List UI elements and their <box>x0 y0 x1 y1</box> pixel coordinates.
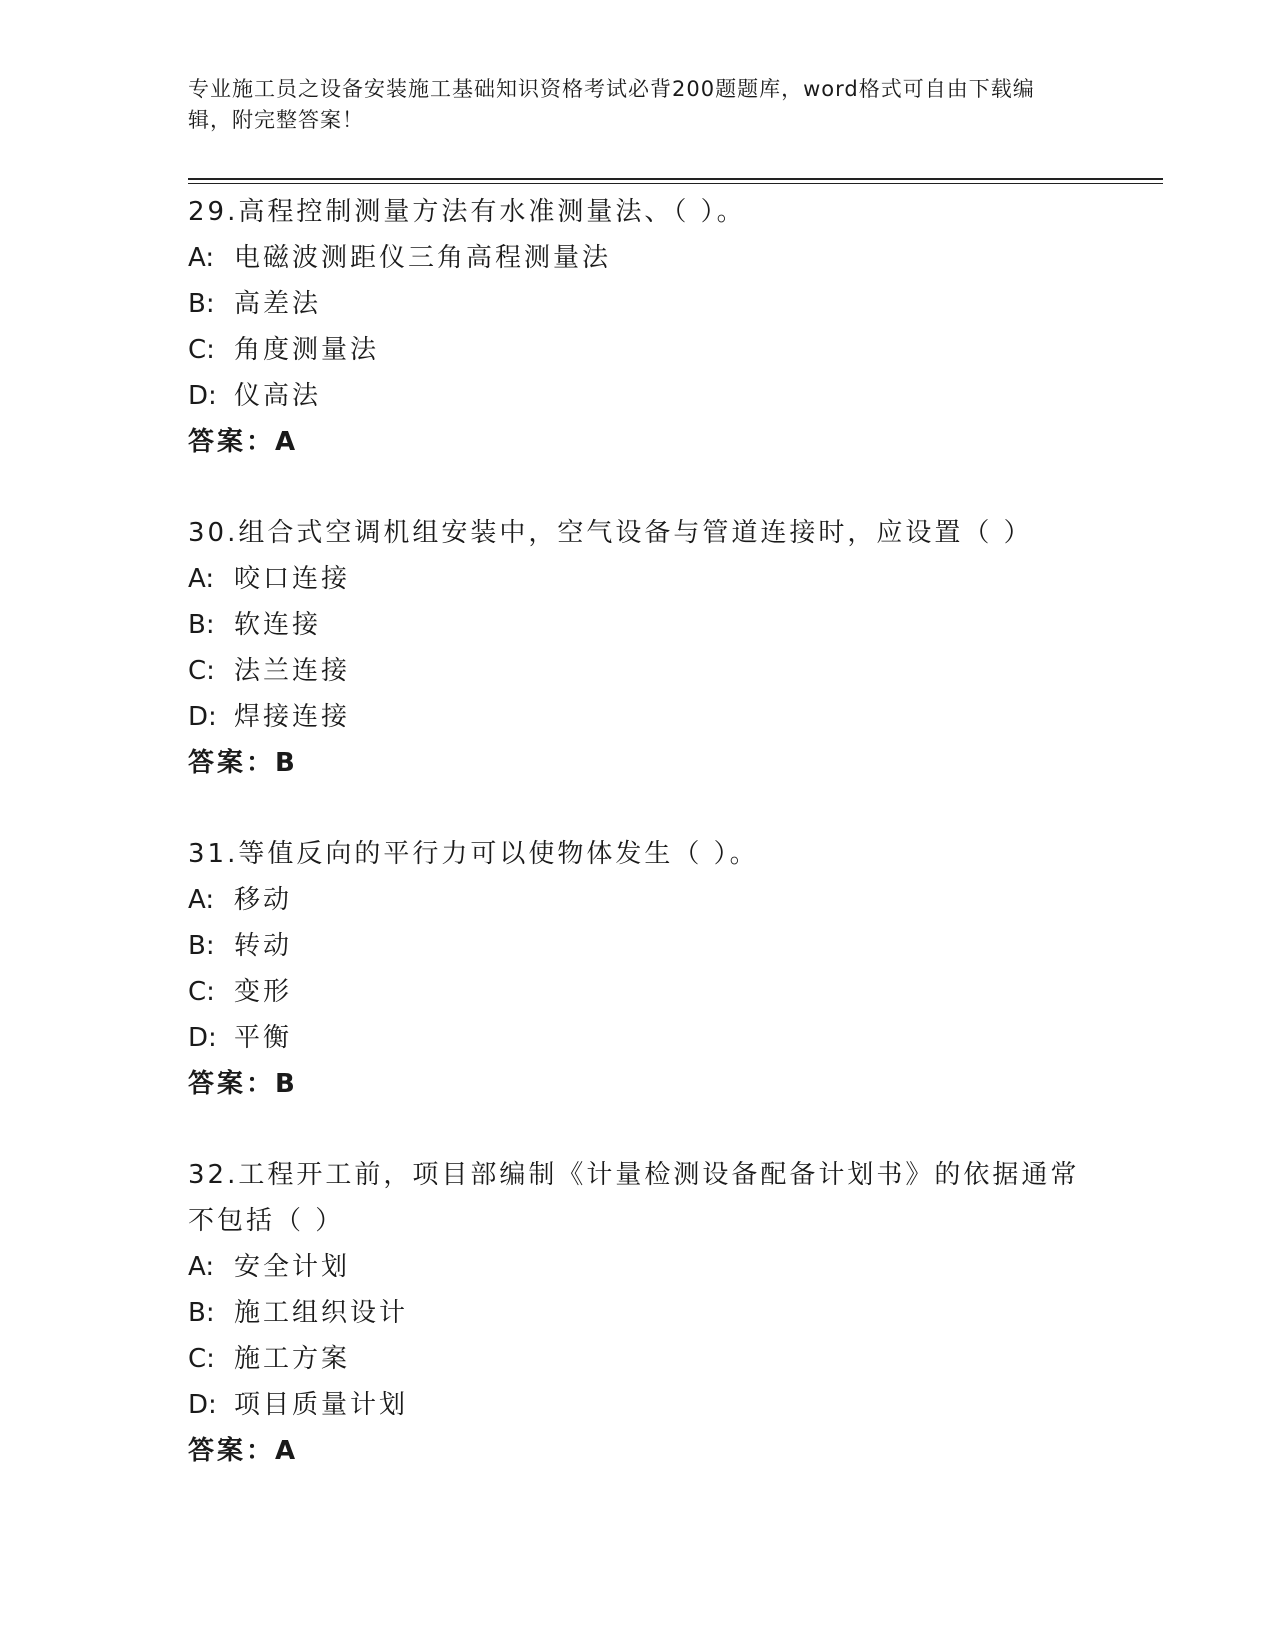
document-header: 专业施工员之设备安装施工基础知识资格考试必背200题题库，word格式可自由下载编辑，附完整答案！ <box>188 77 1035 132</box>
option-letter: B: <box>188 1298 215 1328</box>
option-a <box>188 235 1088 281</box>
answer-label: 答案： <box>188 427 276 457</box>
question-title: 31.等值反向的平行力可以使物体发生（ ）。 <box>188 839 759 869</box>
option-a <box>188 556 1088 602</box>
question-30 <box>188 510 1088 786</box>
option-letter: D: <box>188 1390 217 1420</box>
option-text: 平衡 <box>234 1023 293 1053</box>
option-letter: C: <box>188 1344 215 1374</box>
option-letter: B: <box>188 931 215 961</box>
option-d <box>188 1382 1088 1428</box>
option-text: 高差法 <box>234 289 322 319</box>
option-text: 软连接 <box>234 610 322 640</box>
option-letter: A: <box>188 885 215 915</box>
option-text: 角度测量法 <box>234 335 380 365</box>
answer-line <box>188 419 1088 465</box>
option-letter: D: <box>188 1023 217 1053</box>
answer-line <box>188 740 1088 786</box>
option-letter: C: <box>188 977 215 1007</box>
option-text: 转动 <box>234 931 293 961</box>
answer-value: A <box>275 1436 296 1466</box>
option-letter: D: <box>188 702 217 732</box>
option-c <box>188 1336 1088 1382</box>
option-text: 咬口连接 <box>234 564 351 594</box>
option-letter: C: <box>188 335 215 365</box>
question-29 <box>188 189 1088 465</box>
option-b <box>188 923 1088 969</box>
answer-value: B <box>275 748 295 778</box>
option-letter: B: <box>188 610 215 640</box>
option-text: 施工组织设计 <box>234 1298 409 1328</box>
option-b <box>188 1290 1088 1336</box>
option-a <box>188 1244 1088 1290</box>
answer-label: 答案： <box>188 1436 276 1466</box>
option-b <box>188 281 1088 327</box>
answer-value: A <box>275 427 296 457</box>
option-text: 施工方案 <box>234 1344 351 1374</box>
option-text: 焊接连接 <box>234 702 351 732</box>
option-b <box>188 602 1088 648</box>
option-letter: D: <box>188 381 217 411</box>
option-text: 项目质量计划 <box>234 1390 409 1420</box>
option-d <box>188 373 1088 419</box>
option-text: 安全计划 <box>234 1252 351 1282</box>
answer-line <box>188 1428 1088 1474</box>
question-title: 32.工程开工前，项目部编制《计量检测设备配备计划书》的依据通常不包括（ ） <box>188 1160 1080 1236</box>
option-text: 变形 <box>234 977 293 1007</box>
option-text: 移动 <box>234 885 293 915</box>
option-text: 仪高法 <box>234 381 322 411</box>
question-title: 30.组合式空调机组安装中，空气设备与管道连接时，应设置（ ） <box>188 518 1033 548</box>
question-title: 29.高程控制测量方法有水准测量法、（ ）。 <box>188 197 746 227</box>
option-a <box>188 877 1088 923</box>
option-c <box>188 969 1088 1015</box>
answer-label: 答案： <box>188 1069 276 1099</box>
header-divider-thick <box>188 178 1163 180</box>
option-text: 法兰连接 <box>234 656 351 686</box>
option-letter: A: <box>188 243 215 273</box>
option-c <box>188 648 1088 694</box>
answer-line <box>188 1061 1088 1107</box>
option-letter: A: <box>188 564 215 594</box>
answer-label: 答案： <box>188 748 276 778</box>
option-letter: B: <box>188 289 215 319</box>
answer-value: B <box>275 1069 295 1099</box>
option-d <box>188 1015 1088 1061</box>
option-d <box>188 694 1088 740</box>
option-letter: C: <box>188 656 215 686</box>
question-32 <box>188 1152 1088 1474</box>
option-text: 电磁波测距仪三角高程测量法 <box>234 243 612 273</box>
option-letter: A: <box>188 1252 215 1282</box>
question-31 <box>188 831 1088 1107</box>
header-divider-thin <box>188 183 1163 184</box>
option-c <box>188 327 1088 373</box>
